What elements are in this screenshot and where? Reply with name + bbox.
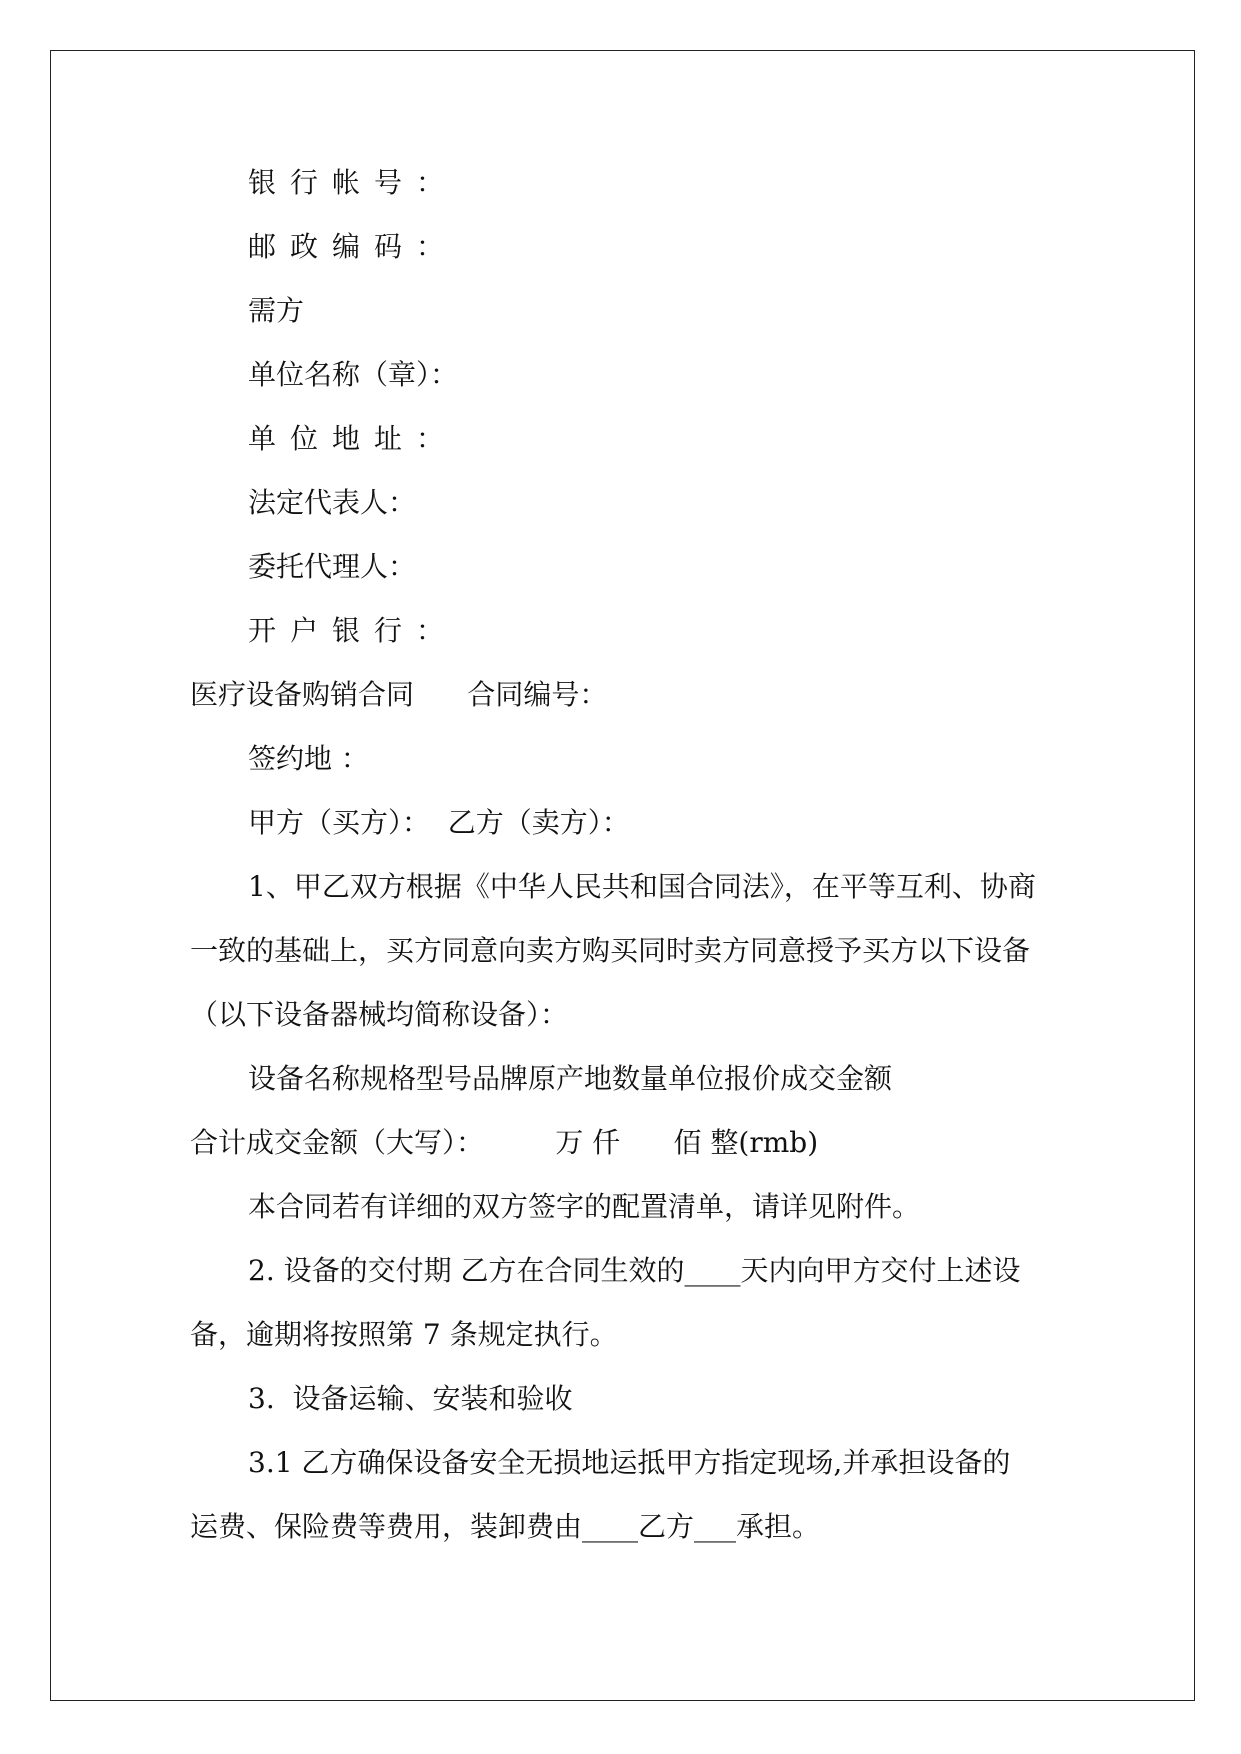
clause-3-1-line-2: 运费、保险费等费用，装卸费由____乙方___承担。 — [190, 1510, 821, 1543]
clause-1-line-2: 一致的基础上，买方同意向卖方购买同时卖方同意授予买方以下设备 — [190, 934, 1031, 967]
clause-1-line-1: 1、甲乙双方根据《中华人民共和国合同法》，在平等互利、协商 — [248, 870, 1036, 903]
signing-place-label: 签约地 ： — [248, 742, 369, 775]
bank-account-label: 银行帐号： — [248, 166, 459, 199]
opening-bank-label: 开户银行： — [248, 614, 459, 647]
clause-3-1-line-1: 3.1 乙方确保设备安全无损地运抵甲方指定现场,并承担设备的 — [248, 1446, 1011, 1479]
clause-3-heading: 3. 设备运输、安装和验收 — [248, 1382, 573, 1415]
postal-code-label: 邮政编码： — [248, 230, 459, 263]
unit-name-label: 单位名称（章）： — [248, 358, 459, 391]
parties-line: 甲方（买方）： 乙方（卖方）： — [248, 806, 630, 839]
clause-2-line-1: 2. 设备的交付期 乙方在合同生效的____天内向甲方交付上述设 — [248, 1254, 1021, 1287]
clause-1-line-3: （以下设备器械均简称设备）： — [190, 998, 569, 1031]
total-amount-line: 合计成交金额（大写）： 万 仟 佰 整(rmb) — [190, 1126, 819, 1159]
unit-address-label: 单位地址： — [248, 422, 459, 455]
entrusted-agent-label: 委托代理人： — [248, 550, 417, 583]
config-list-note: 本合同若有详细的双方签字的配置清单，请详见附件。 — [248, 1190, 921, 1223]
equipment-columns: 设备名称规格型号品牌原产地数量单位报价成交金额 — [248, 1062, 893, 1095]
demand-side-heading: 需方 — [248, 294, 305, 327]
contract-title: 医疗设备购销合同 合同编号： — [190, 678, 608, 711]
clause-2-line-2: 备，逾期将按照第 7 条规定执行。 — [190, 1318, 618, 1351]
legal-representative-label: 法定代表人： — [248, 486, 417, 519]
